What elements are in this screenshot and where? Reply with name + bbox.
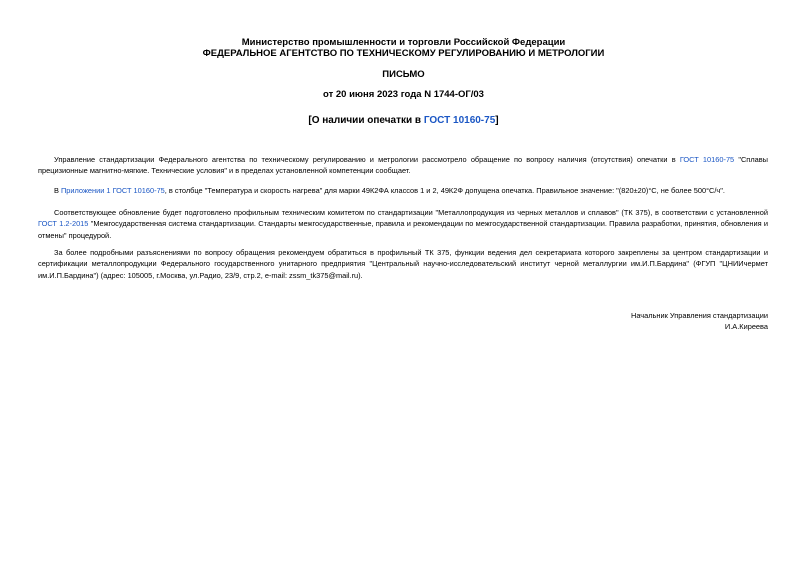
gost-1-2-2015-link[interactable]: ГОСТ 1.2-2015 bbox=[38, 219, 89, 229]
paragraph-2-text-b: , в столбце "Температура и скорость нагрева" для марки 49К2ФА классов 1 и 2, 49К2Ф допущена опечатка. Правильное значение: "(820±20)°С, не более 500°С/ч". bbox=[164, 186, 725, 195]
paragraph-3 bbox=[38, 207, 768, 241]
signature-position: Начальник Управления стандартизации bbox=[631, 311, 768, 320]
date-number: от 20 июня 2023 года N 1744-ОГ/03 bbox=[323, 89, 484, 100]
paragraph-3-text-a: Соответствующее обновление будет подготовлено профильным техническим комитетом по стандартизации "Металлопродукция из черных металлов и сплавов" (ТК 375), в соответствии с установленной bbox=[54, 208, 768, 217]
paragraph-1-text-b: "Сплавы прецизионные магнитно-мягкие. Технические условия" и в пределах установленной компетенции сообщает. bbox=[38, 155, 768, 176]
agency-heading: ФЕДЕРАЛЬНОЕ АГЕНТСТВО ПО ТЕХНИЧЕСКОМУ РЕГУЛИРОВАНИЮ И МЕТРОЛОГИИ bbox=[202, 48, 605, 59]
gost-10160-link[interactable]: ГОСТ 10160-75 bbox=[679, 155, 735, 164]
paragraph-1-text-a: Управление стандартизации Федерального агентства по техническому регулированию и метрологии рассмотрело обращение по вопросу наличия (отсутствия) опечатки в bbox=[54, 155, 680, 164]
paragraph-2-text-a: В bbox=[54, 186, 61, 195]
paragraph-1 bbox=[38, 154, 768, 177]
subject-line bbox=[0, 115, 807, 127]
subject-prefix: [О наличии опечатки в bbox=[308, 115, 424, 126]
appendix-1-link[interactable]: Приложении 1 ГОСТ 10160-75 bbox=[60, 186, 165, 195]
subject-gost-link[interactable]: ГОСТ 10160-75 bbox=[423, 115, 496, 126]
paragraph-4: За более подробными разъяснениями по вопросу обращения рекомендуем обратиться в профильный ТК 375, функции ведения дел секретариата которого закреплены за центром стандартизации и сертификации металлопродукции Федерального государственного унитарного предприятия "Центральный научно-исследовательский институт черной металлургии им.И.П.Бардина" (ФГУП "ЦНИИчермет им.И.П.Бардина") (адрес: 105005, г.Москва, ул.Радио, 23/9, стр.2, e-mail: zssm_tk375@mail.ru). bbox=[38, 248, 768, 280]
paragraph-3-text-b: "Межгосударственная система стандартизации. Стандарты межгосударственные, правила и рекомендации по межгосударственной стандартизации. Правила разработки, принятия, обновления и отмены" процедурой. bbox=[38, 219, 768, 240]
document-type: ПИСЬМО bbox=[382, 69, 425, 80]
ministry-heading: Министерство промышленности и торговли Российской Федерации bbox=[241, 37, 566, 48]
signature-name: И.А.Киреева bbox=[724, 322, 768, 331]
subject-suffix: ] bbox=[495, 115, 499, 126]
paragraph-2 bbox=[38, 185, 768, 196]
